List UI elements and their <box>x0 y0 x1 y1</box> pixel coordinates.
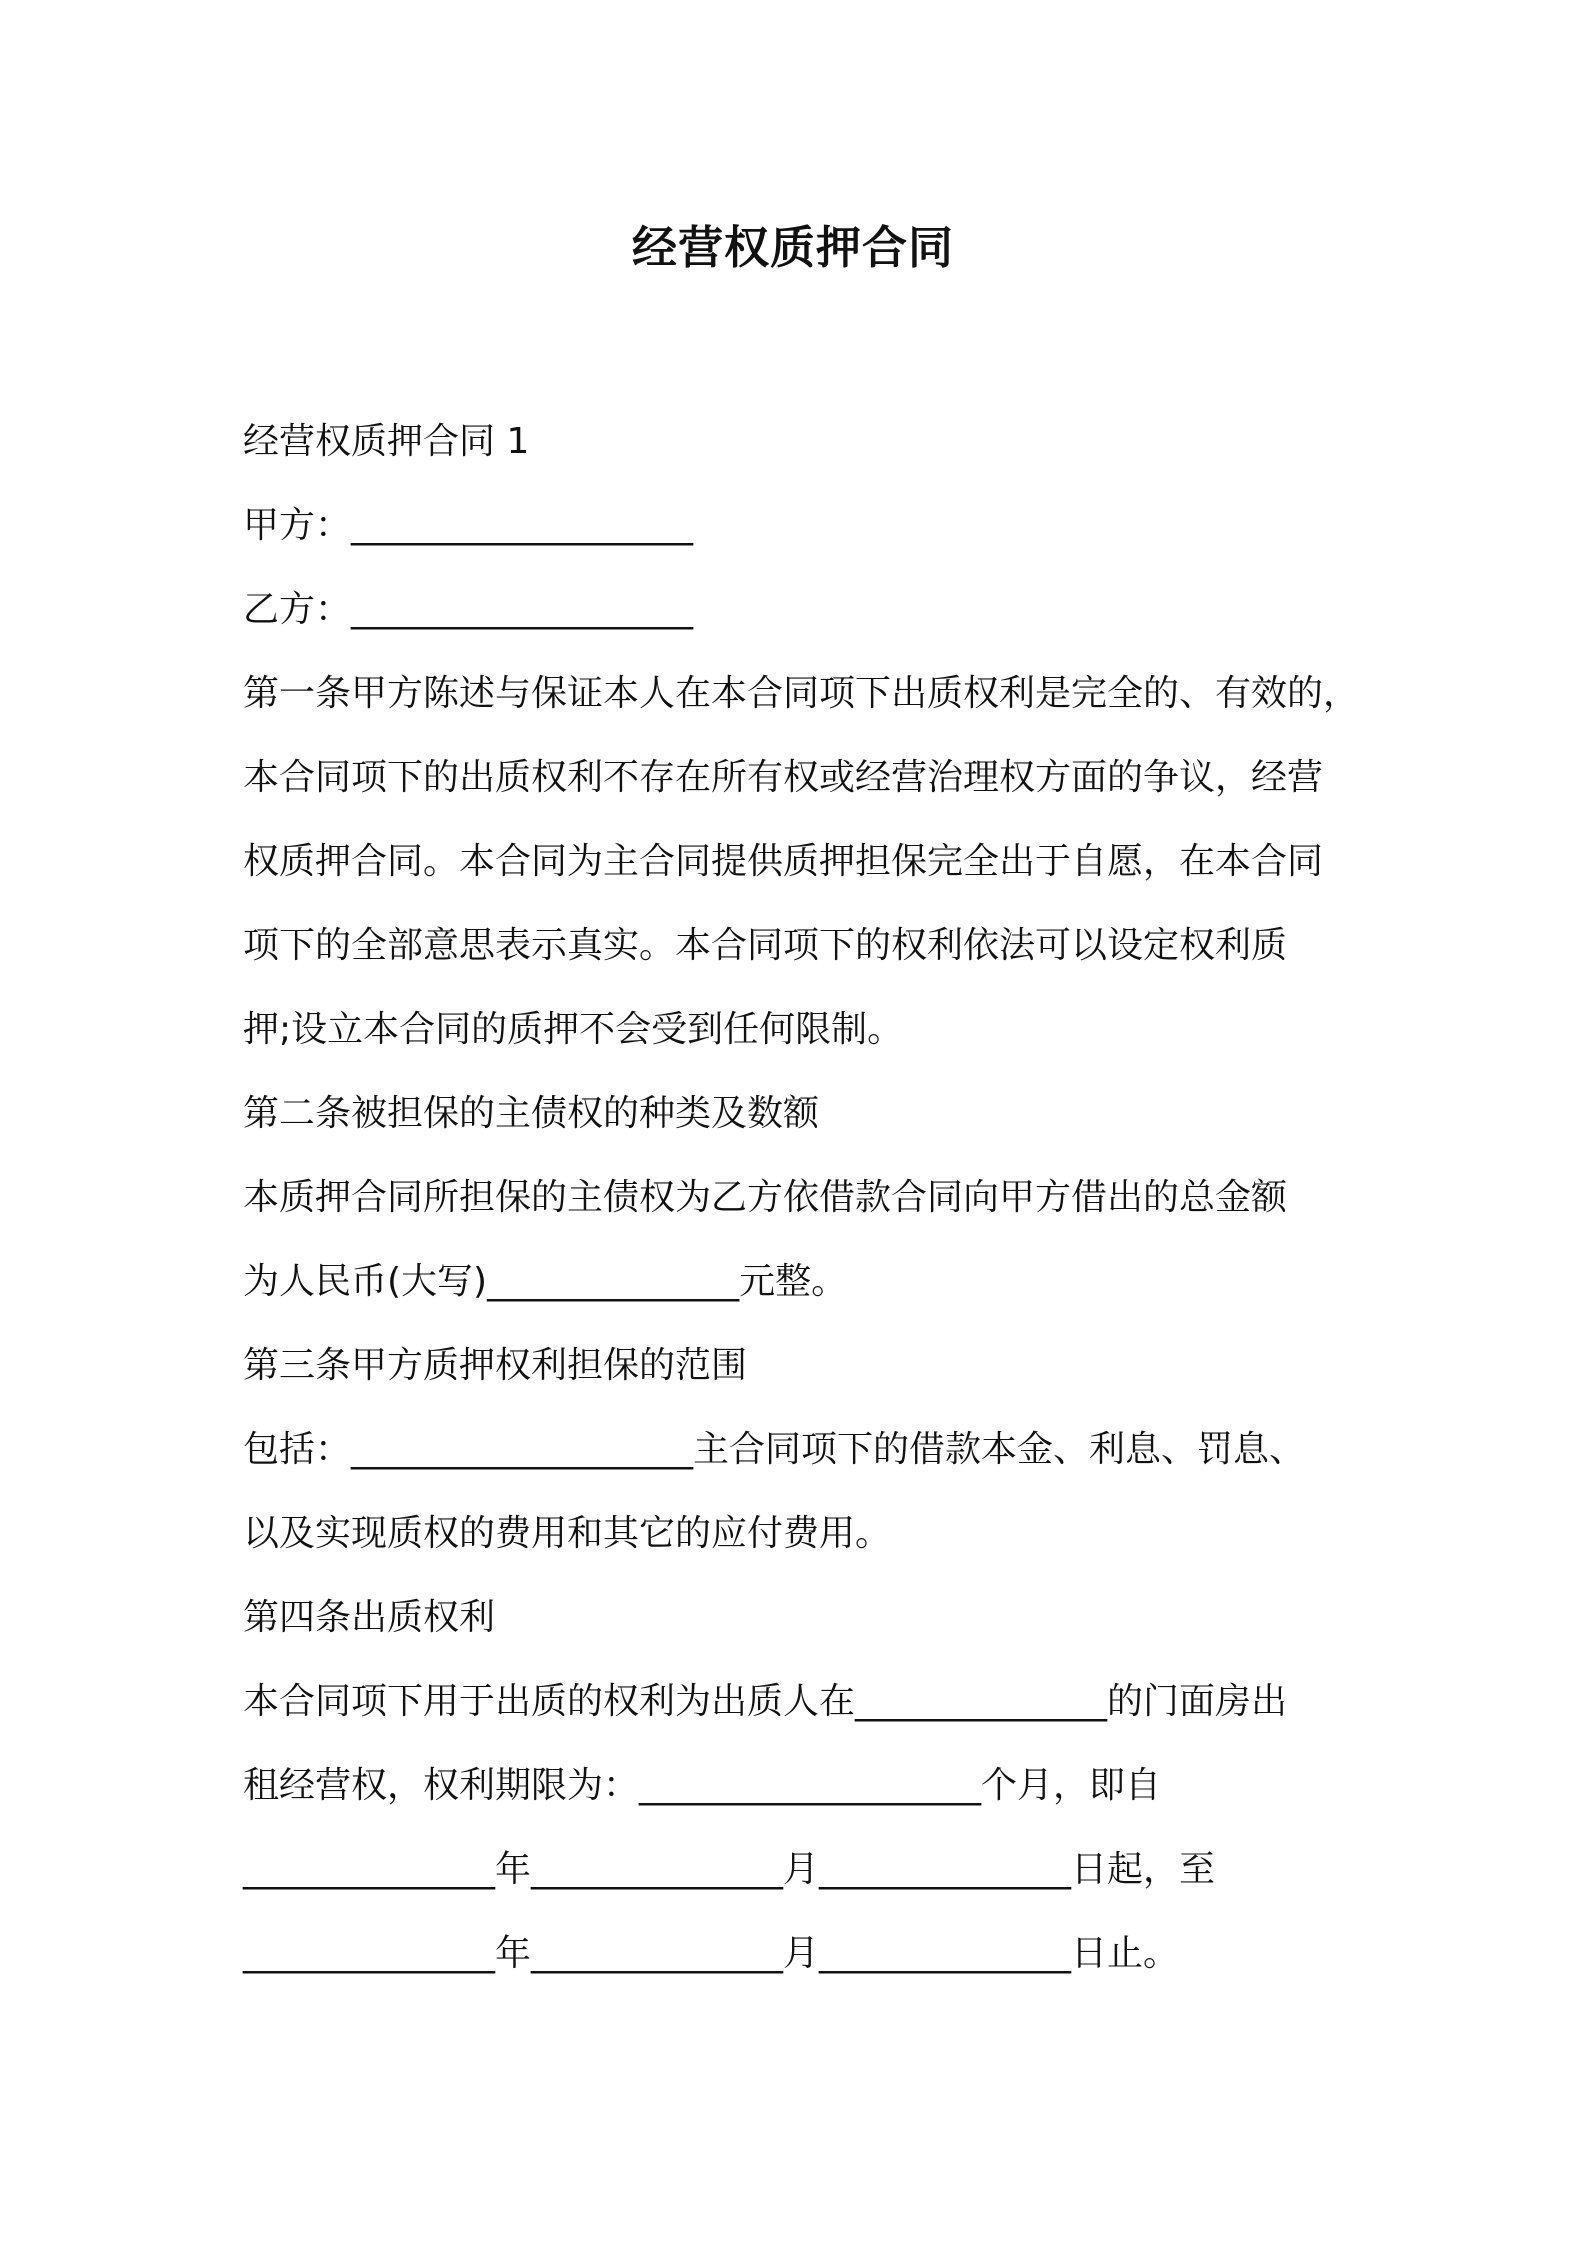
body-line: ______________年______________月______________日起，至 <box>243 1849 1216 1890</box>
document-body <box>243 400 1373 1996</box>
body-line: 项下的全部意思表示真实。本合同项下的权利依法可以设定权利质 <box>243 925 1288 966</box>
body-line: 包括：___________________主合同项下的借款本金、利息、罚息、 <box>243 1429 1306 1470</box>
body-line: 押;设立本合同的质押不会受到任何限制。 <box>243 1009 904 1050</box>
body-line: 租经营权，权利期限为：___________________个月，即自 <box>243 1765 1162 1806</box>
body-line: 经营权质押合同 1 <box>243 421 530 462</box>
body-line: 本合同项下的出质权利不存在所有权或经营治理权方面的争议，经营 <box>243 757 1324 798</box>
body-line: 乙方：___________________ <box>243 589 694 630</box>
body-line: ______________年______________月______________日止。 <box>243 1933 1180 1974</box>
body-line: 第四条出质权利 <box>243 1597 496 1638</box>
body-line: 为人民币(大写)______________元整。 <box>243 1261 848 1302</box>
body-line: 本合同项下用于出质的权利为出质人在______________的门面房出 <box>243 1681 1288 1722</box>
body-line: 第二条被担保的主债权的种类及数额 <box>243 1093 820 1134</box>
body-line: 第三条甲方质押权利担保的范围 <box>243 1345 748 1386</box>
document-title: 经营权质押合同 <box>631 221 954 274</box>
body-line: 甲方：___________________ <box>243 505 694 546</box>
body-line: 本质押合同所担保的主债权为乙方依借款合同向甲方借出的总金额 <box>243 1177 1288 1218</box>
body-line: 权质押合同。本合同为主合同提供质押担保完全出于自愿，在本合同 <box>243 841 1324 882</box>
body-line: 以及实现质权的费用和其它的应付费用。 <box>243 1513 892 1554</box>
body-line: 第一条甲方陈述与保证本人在本合同项下出质权利是完全的、有效的， <box>243 673 1360 714</box>
